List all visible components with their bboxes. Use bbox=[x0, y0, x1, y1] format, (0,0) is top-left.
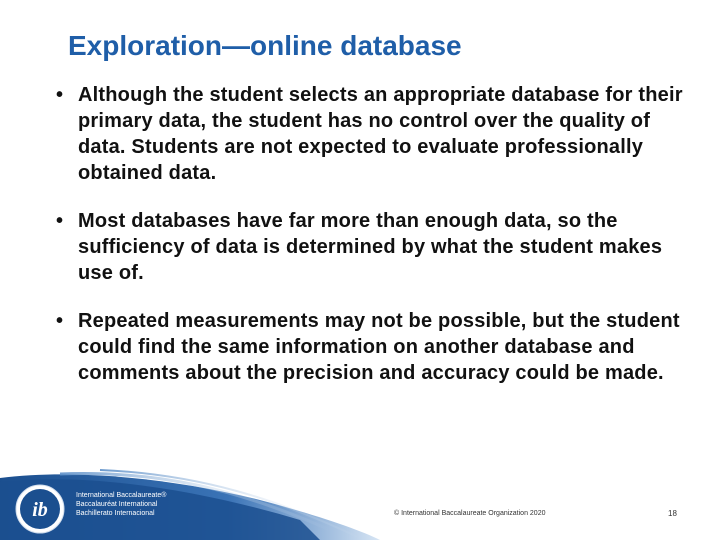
bullet-item bbox=[56, 308, 686, 386]
bullet-item bbox=[56, 82, 686, 186]
copyright-notice: © International Baccalaureate Organization 2020 bbox=[394, 510, 546, 517]
bullet-list bbox=[56, 82, 686, 408]
org-name-fr: Baccalauréat International bbox=[76, 501, 158, 508]
organization-names bbox=[76, 491, 166, 518]
bullet-marker: • bbox=[56, 210, 64, 232]
bullet-marker: • bbox=[56, 310, 64, 332]
bullet-marker: • bbox=[56, 84, 64, 106]
org-name-es: Bachillerato Internacional bbox=[76, 510, 155, 517]
bullet-text: Repeated measurements may not be possible, but the student could find the same information on another database and comments about the precision and accuracy could be made. bbox=[78, 310, 680, 384]
bullet-item bbox=[56, 208, 686, 286]
page-number: 18 bbox=[668, 509, 677, 518]
ib-logo-icon bbox=[14, 483, 66, 535]
slide-title: Exploration—online database bbox=[68, 30, 462, 61]
bullet-text: Although the student selects an appropriate database for their primary data, the student has no control over the quality of data. Students are not expected to evaluate professionally obtained data. bbox=[78, 84, 683, 184]
bullet-text: Most databases have far more than enough data, so the sufficiency of data is determined by what the student makes use of. bbox=[78, 210, 663, 284]
org-name-en: International Baccalaureate® bbox=[76, 492, 167, 499]
logo-text: ib bbox=[32, 499, 48, 521]
